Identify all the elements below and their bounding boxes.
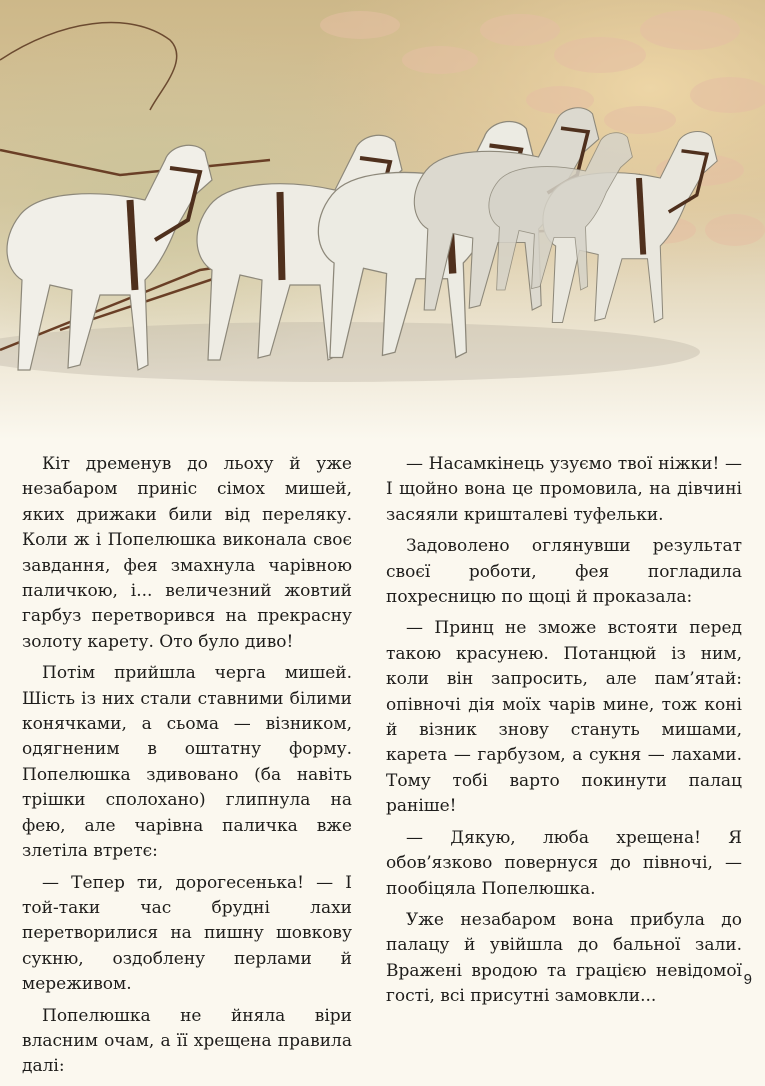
page-number: 9 (743, 971, 752, 988)
paragraph: Уже незабаром вона прибула до палацу й увійшла до бальної зали. Вражені вродою та грацією невідомої гості, всі присутні замовкли... (386, 909, 742, 1007)
paragraph: Задоволено оглянувши результат своєї роботи, фея погладила похресницю по щоці й проказала: (386, 536, 742, 608)
paragraph: Попелюшка не йняла віри власним очам, а її хрещена правила далі: (22, 1005, 352, 1077)
paragraph: Потім прийшла черга мишей. Шість із них стали ставними білими конячками, а сьома — візником, одягненим в оштатну форму. Попелюшка здивовано (ба навіть трішки сполохано) глипнула на фею, але чарівна паличка вже злетіла втретє: (22, 663, 352, 862)
horses-carriage-drawing (0, 0, 765, 440)
paragraph: Кіт дременув до льоху й уже незабаром приніс сімох мишей, яких дрижаки били від переляку. Коли ж і Попелюшка виконала своє завдання, фея змахнула чарівною паличкою, і... величезний жовтий гарбуз перетворився на прекрасну золоту карету. Ото було диво! (22, 454, 352, 652)
text-column-left (22, 452, 352, 1086)
paragraph: — Насамкінець узуємо твої ніжки! — І щойно вона це промовила, на дівчині засяяли кришталеві туфельки. (386, 454, 742, 525)
paragraph: — Дякую, люба хрещена! Я обов’язково повернуся до півночі, — пообіцяла Попелюшка. (386, 827, 742, 899)
horses-illustration (0, 0, 765, 440)
paragraph: — Тепер ти, дорогесенька! — І той-таки час брудні лахи перетворилися на пишну шовкову сукню, оздоблену перлами й мереживом. (22, 872, 352, 995)
paragraph: — Принц не зможе встояти перед такою красунею. Потанцюй із ним, коли він запросить, але пам’ятай: опівночі дія моїх чарів мине, тож коні й візник знову стануть мишами, карета — гарбузом, а сукня — лахами. Тому тобі варто покинути палац раніше! (386, 618, 742, 817)
text-column-right (386, 452, 742, 1016)
